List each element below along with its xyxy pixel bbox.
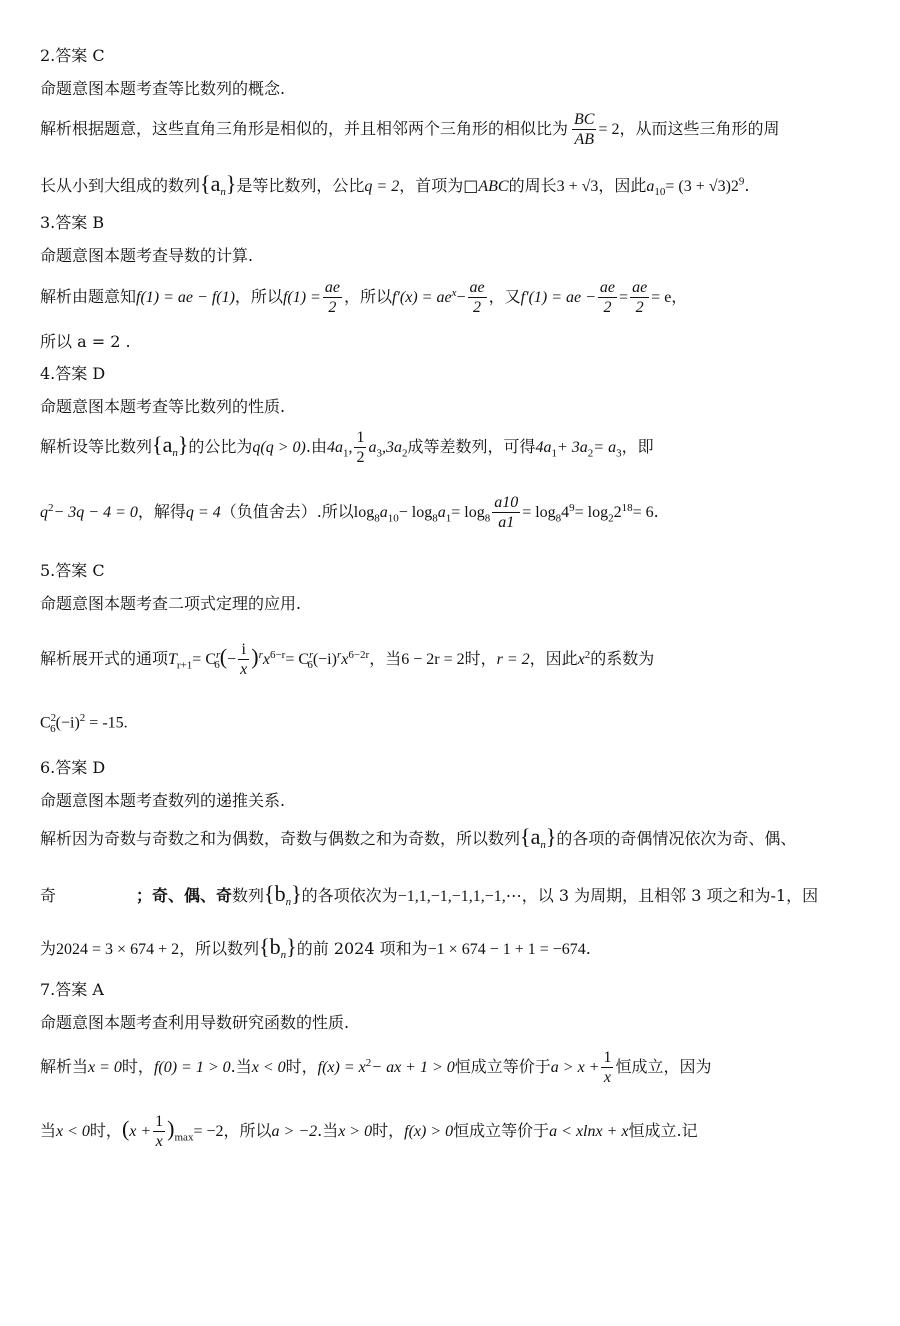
answer-6-analysis-line3: 为2024 = 3 × 674 + 2，所以数列$\{b_n\}$的前 2024 项和为−1 × 674 − 1 + 1 = −674. [40,934,591,962]
answer-2-analysis-line1: 解析根据题意，这些直角三角形是相似的，并且相邻两个三角形的相似比为 $\frac{BC}{AB}$ = 2，从而这些三角形的周 [40,111,780,149]
answer-4-heading: 4.答案 D [40,364,106,383]
answer-6-analysis-line2: 奇 ；奇、偶、奇数列$\{b_n\}$的各项依次为−1,1,−1,−1,1,−1,⋯，以 3 为周期，且相邻 3 项之和为-1，因 [40,881,819,909]
answer-2-analysis-line2: 长从小到大组成的数列$\{a_n\}$是等比数列，公比q = 2，首项为□ABC的周长3 + √3，因此$a_{10}= (3 + √3)2^9$. [40,171,750,199]
answer-6-analysis-line1: 解析因为奇数与奇数之和为偶数，奇数与偶数之和为奇数，所以数列$\{a_n\}$的各项的奇偶情况依次为奇、偶、 [40,824,797,852]
answer-4-analysis-line2: $q^2- 3q - 4 = 0$，解得q = 4（负值舍去）.所以$\log_8a_{10}- \log_8a_1= \log_8$ $\frac{a10}{a1}$ = $\log_84^9= \log_22^{18}= 6$. [40,494,659,532]
answer-5-heading: 5.答案 C [40,561,105,580]
answer-7-analysis-line2: 当x < 0时，(x + $\frac{1}{x}$ )$_{max}= -2$，所以a > −2.当x > 0时，f(x) > 0恒成立等价于a < xlnx + x恒成立.记 [40,1113,698,1151]
answer-7-heading: 7.答案 A [40,980,104,999]
answer-4-intent: 命题意图本题考查等比数列的性质. [40,397,286,416]
answer-7-analysis-line1: 解析当x = 0时，f(0) = 1 > 0.当x < 0时，$f(x) = x^2-$ ax + 1 > 0恒成立等价于a > x + $\frac{1}{x}$ 恒成立，因为 [40,1049,712,1087]
answer-6-heading: 6.答案 D [40,758,106,777]
answer-3-analysis-line1: 解析由题意知f(1) = ae − f(1)，所以f(1) = $\frac{ae}{2}$ ，所以$f'(x) = ae^x-$ $\frac{ae}{2}$ ，又f′(1) = ae − $\frac{ae}{2}$ = $\frac{ae}{2}$ = e， [40,279,688,317]
answer-2-intent: 命题意图本题考查等比数列的概念. [40,79,286,98]
answer-5-intent: 命题意图本题考查二项式定理的应用. [40,594,302,613]
answer-5-analysis-line2: $C^2_6(-i)^2 = -15$. [40,712,128,735]
answer-3-analysis-line2: 所以 a = 2 . [40,332,131,351]
answer-3-heading: 3.答案 B [40,213,105,232]
answer-5-analysis-line1: 解析展开式的通项$T_{r+1}= C^r_6(-$ $\frac{i}{x}$ )$^rx^{6-r}= C^r_6(-i)^rx^{6-2r}$，当6 − 2r = 2时，r = 2，因此$x^2$的系数为 [40,641,655,679]
answer-2-heading: 2.答案 C [40,46,105,65]
answer-4-analysis-line1: 解析设等比数列$\{a_n\}$的公比为q(q > 0).由$4a_1$, $\frac{1}{2}$ $a_3,3a_2$成等差数列，可得$4a_1+ 3a_2= a_3$，即 [40,429,654,467]
answer-6-intent: 命题意图本题考查数列的递推关系. [40,791,286,810]
answer-3-intent: 命题意图本题考查导数的计算. [40,246,254,265]
answer-7-intent: 命题意图本题考查利用导数研究函数的性质. [40,1013,350,1032]
